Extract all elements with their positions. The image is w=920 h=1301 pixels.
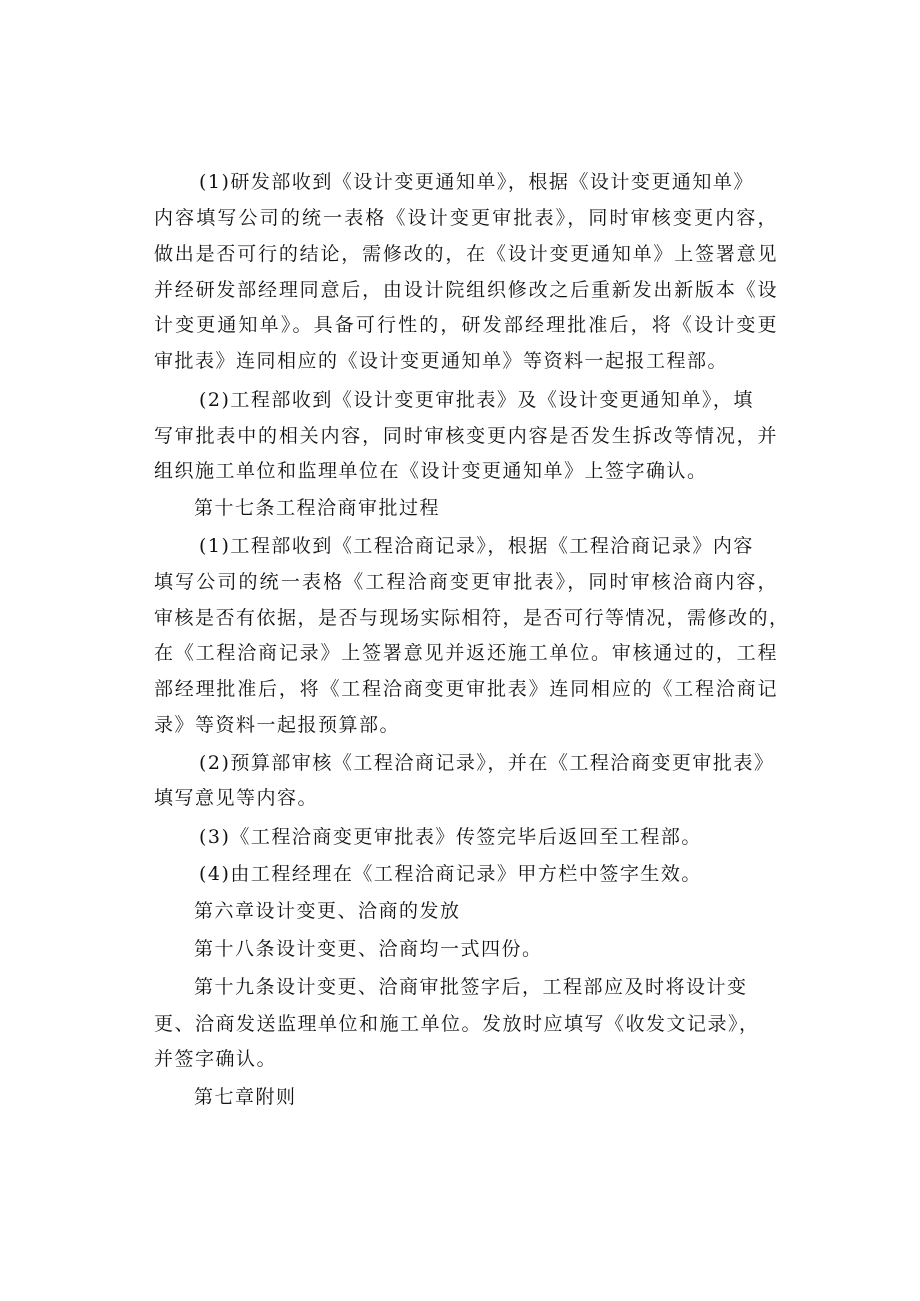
text-line: 录》等资料一起报预算部。: [154, 714, 401, 736]
text-line: (2)工程部收到《设计变更审批表》及《设计变更通知单》，填: [199, 389, 754, 411]
text-line: 审核是否有依据，是否与现场实际相符，是否可行等情况，需修改的，: [154, 607, 790, 629]
text-line: 做出是否可行的结论，需修改的，在《设计变更通知单》上签署意见: [154, 243, 778, 265]
chapter-heading-7: 第七章附则: [194, 1086, 297, 1108]
text-line: 计变更通知单》。具备可行性的，研发部经理批准后，将《设计变更: [154, 314, 778, 336]
text-line: (2)预算部审核《工程洽商记录》，并在《工程洽商变更审批表》: [199, 752, 775, 774]
text-line: 更、洽商发送监理单位和施工单位。发放时应填写《收发文记录》，: [154, 1013, 760, 1035]
text-line: (1)工程部收到《工程洽商记录》，根据《工程洽商记录》内容: [199, 535, 754, 557]
chapter-heading-6: 第六章设计变更、洽商的发放: [194, 900, 461, 922]
text-line: 写审批表中的相关内容，同时审核变更内容是否发生拆改等情况，并: [154, 425, 778, 447]
article-18: 第十八条设计变更、洽商均一式四份。: [194, 938, 543, 960]
text-line: 审批表》连同相应的《设计变更通知单》等资料一起报工程部。: [154, 350, 729, 372]
text-line: 组织施工单位和监理单位在《设计变更通知单》上签字确认。: [154, 460, 708, 482]
text-line: 并经研发部经理同意后，由设计院组织修改之后重新发出新版本《设: [154, 279, 778, 301]
text-line: 填写意见等内容。: [154, 787, 319, 809]
text-line: 在《工程洽商记录》上签署意见并返还施工单位。审核通过的，工程: [154, 642, 778, 664]
text-line: 部经理批准后，将《工程洽商变更审批表》连同相应的《工程洽商记: [154, 678, 778, 700]
text-line: 第十九条设计变更、洽商审批签字后，工程部应及时将设计变: [194, 976, 748, 998]
text-line: 内容填写公司的统一表格《设计变更审批表》，同时审核变更内容，: [154, 207, 778, 229]
text-line: 填写公司的统一表格《工程洽商变更审批表》，同时审核洽商内容，: [154, 571, 778, 593]
text-line: 并签字确认。: [154, 1048, 278, 1070]
paragraph-negotiation-return: (3)《工程洽商变更审批表》传签完毕后返回至工程部。: [199, 826, 702, 848]
paragraph-negotiation-sign: (4)由工程经理在《工程洽商记录》甲方栏中签字生效。: [199, 863, 702, 885]
text-line: (1)研发部收到《设计变更通知单》，根据《设计变更通知单》: [199, 171, 754, 193]
article-heading-17: 第十七条工程洽商审批过程: [194, 497, 441, 519]
